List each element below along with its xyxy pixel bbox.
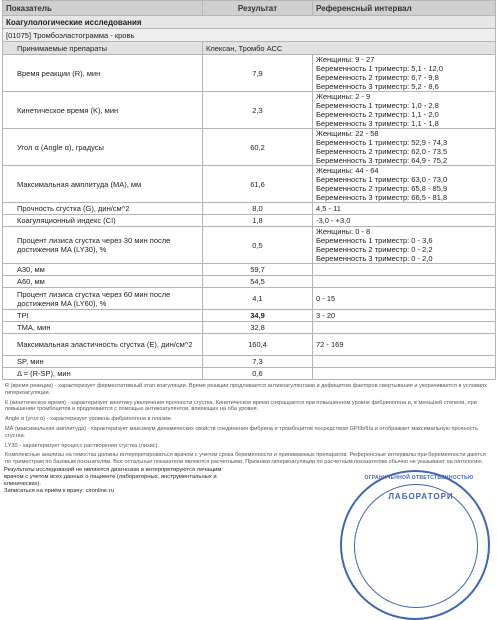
row-result-value: 59,7 <box>203 264 313 276</box>
footer-line: клинических). <box>4 481 42 487</box>
table-row <box>3 92 496 129</box>
row-reference-range: 3 - 20 <box>313 310 496 322</box>
row-reference-range: Женщины: 22 - 58 Беременность 1 триместр: 52,9 - 74,3 Беременность 2 триместр: 62,0 - 73,5 Беременность 3 триместр: 64,9 - 75,2 <box>313 129 496 166</box>
row-param-name: SP, мин <box>3 356 203 368</box>
row-param-name: TPI <box>3 310 203 322</box>
footer-line: врачом с учетом всех данных о пациенте (лабораторных, инструментальных и <box>4 474 217 480</box>
row-result-value: 1,8 <box>203 215 313 227</box>
row-param-name: Δ = (R-SP), мин <box>3 368 203 380</box>
table-row <box>3 264 496 276</box>
row-result-value: 0,5 <box>203 227 313 264</box>
row-reference-range: Женщины: 0 - 8 Беременность 1 триместр: 0 - 3,6 Беременность 2 триместр: 0 - 2,2 Беременность 3 триместр: 0 - 2,0 <box>313 227 496 264</box>
stamp-word: ЛАБОРАТОРИ <box>388 492 454 501</box>
table-row <box>3 288 496 310</box>
row-param-name: Максимальная амплитуда (MA), мм <box>3 166 203 203</box>
row-param-name: Коагуляционный индекс (CI) <box>3 215 203 227</box>
drugs-value: Клексан, Тромбо АСС <box>203 42 496 55</box>
footer-disclaimer <box>4 467 244 495</box>
row-result-value: 2,3 <box>203 92 313 129</box>
row-result-value: 8,0 <box>203 203 313 215</box>
row-param-name: TMA, мин <box>3 322 203 334</box>
row-result-value: 7,9 <box>203 55 313 92</box>
subsection-row <box>3 29 496 42</box>
table-row <box>3 334 496 356</box>
stamp-inner-ring <box>354 484 478 608</box>
note-complex: Комплексные анализы на гемостаз должны интерпретироваться врачом с учетом срока беременности и принимаемых препаратов. Референсные интервалы при беременности даются по триместрам по базовым показателям. Все остальные показатели являются расчетными. Признаки гиперкоагуляции по расчетным показателям обычно не указывают на патологию. <box>5 452 486 466</box>
table-row <box>3 203 496 215</box>
table-row <box>3 215 496 227</box>
section-title: Коагулологические исследования <box>3 16 496 29</box>
footer-line: Результаты исследований не являются диагнозом и интерпретируются лечащим <box>4 467 222 473</box>
table-row <box>3 276 496 288</box>
row-reference-range <box>313 322 496 334</box>
row-param-name: Процент лизиса сгустка через 60 мин после достижения MA (LY60), % <box>3 288 203 310</box>
section-row <box>3 16 496 29</box>
row-reference-range <box>313 356 496 368</box>
row-param-name: Максимальная эластичность сгустка (E), дин/см^2 <box>3 334 203 356</box>
row-reference-range: 0 - 15 <box>313 288 496 310</box>
row-reference-range <box>313 368 496 380</box>
row-param-name: Прочность сгустка (G), дин/см^2 <box>3 203 203 215</box>
table-row <box>3 166 496 203</box>
note-ly30: LY30 - характеризует процесс растворения сгустка (лизис). <box>5 442 159 449</box>
footer-link[interactable]: Записаться на приём к врачу: cironline.ru <box>4 488 114 494</box>
note-k: К (кинетическое время) - характеризует кинетику увеличения прочности сгустка. Кинетическое время сокращается при повышенном уровне фибриногена и, в меньшей степени, при повышении тромбоцитов и продлевается с помощью антикоагулянтов, влияющих на оба уровня. <box>5 399 477 413</box>
row-result-value: 160,4 <box>203 334 313 356</box>
row-reference-range <box>313 264 496 276</box>
row-param-name: Кинетическое время (K), мин <box>3 92 203 129</box>
row-param-name: Время реакции (R), мин <box>3 55 203 92</box>
row-reference-range: Женщины: 9 - 27 Беременность 1 триместр: 5,1 - 12,0 Беременность 2 триместр: 6,7 - 9,8 Беременность 3 триместр: 5,2 - 8,6 <box>313 55 496 92</box>
row-reference-range: 4,5 - 11 <box>313 203 496 215</box>
subsection-title: [01075] Тромбоэластограмма - кровь <box>3 29 496 42</box>
header-result: Результат <box>203 1 313 16</box>
table-row <box>3 129 496 166</box>
row-param-name: A60, мм <box>3 276 203 288</box>
row-param-name: A30, мм <box>3 264 203 276</box>
row-result-value: 60,2 <box>203 129 313 166</box>
stamp-top-text: ОГРАНИЧЕННОЙ ОТВЕТСТВЕННОСТЬЮ <box>364 475 474 481</box>
table-header <box>3 1 496 16</box>
table-row <box>3 310 496 322</box>
header-param: Показатель <box>3 1 203 16</box>
drugs-label: Принимаемые препараты <box>3 42 203 55</box>
table-row <box>3 368 496 380</box>
row-result-value: 34,9 <box>203 310 313 322</box>
note-angle: Angle α (угол α) - характеризует уровень фибриногена в плазме. <box>5 416 173 423</box>
row-result-value: 7,3 <box>203 356 313 368</box>
row-reference-range <box>313 276 496 288</box>
table-row <box>3 322 496 334</box>
row-reference-range: 72 - 169 <box>313 334 496 356</box>
row-result-value: 4,1 <box>203 288 313 310</box>
note-r: R (время реакции) - характеризует ферментативный этап коагуляции. Время реакции продлевается антикоагулянтами и дефицитом факторов свертывания и укорачивается в условиях гиперкоагуляции. <box>5 383 487 396</box>
lab-stamp <box>340 470 490 620</box>
results-body <box>3 55 496 380</box>
results-table <box>2 0 496 380</box>
note-ma: МА (максимальная амплитуда) - характеризует максимум динамических свойств соединения фибрина и тромбоцитов посредством GPIIb/IIIa и отображает максимальную прочность сгустка. <box>5 425 479 439</box>
row-result-value: 32,8 <box>203 322 313 334</box>
row-result-value: 0,6 <box>203 368 313 380</box>
drugs-row <box>3 42 496 55</box>
header-ref: Референсный интервал <box>313 1 496 16</box>
row-reference-range: Женщины: 44 - 64 Беременность 1 триместр: 63,0 - 73,0 Беременность 2 триместр: 65,8 - 85,9 Беременность 3 триместр: 66,5 - 81,8 <box>313 166 496 203</box>
row-result-value: 61,6 <box>203 166 313 203</box>
row-param-name: Процент лизиса сгустка через 30 мин после достижения MA (LY30), % <box>3 227 203 264</box>
table-row <box>3 356 496 368</box>
table-row <box>3 55 496 92</box>
row-reference-range: Женщины: 2 - 9 Беременность 1 триместр: 1,0 - 2,8 Беременность 2 триместр: 1,1 - 2,0 Беременность 3 триместр: 1,1 - 1,8 <box>313 92 496 129</box>
row-param-name: Угол α (Angle α), градусы <box>3 129 203 166</box>
row-reference-range: -3,0 - +3,0 <box>313 215 496 227</box>
row-result-value: 54,5 <box>203 276 313 288</box>
notes-block <box>2 383 495 466</box>
table-row <box>3 227 496 264</box>
